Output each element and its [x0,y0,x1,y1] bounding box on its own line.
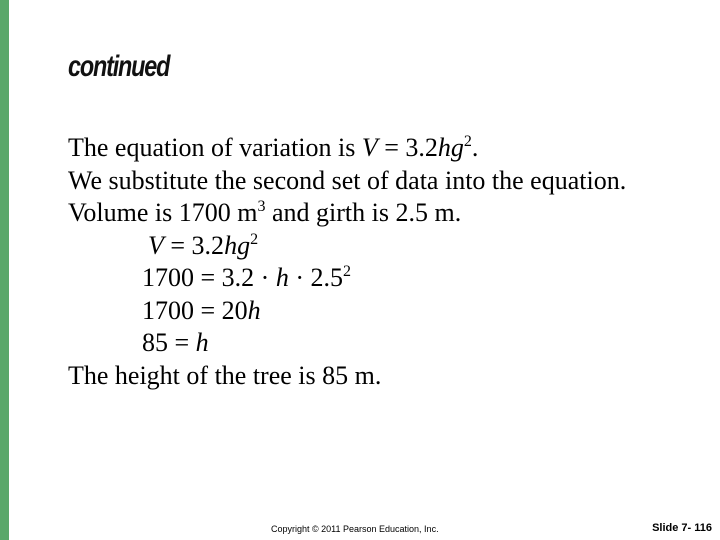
text: . [471,133,479,162]
copyright-notice: Copyright © 2011 Pearson Education, Inc. [271,524,439,534]
body-line-3 [68,197,626,230]
accent-bar [0,0,9,540]
body-line-2: We substitute the second set of data into the equation. [68,165,627,195]
text: = 3.2 [377,133,438,162]
slide-title: continued [68,50,170,83]
var-v: V [148,230,164,260]
exponent: 2 [343,263,351,280]
var-hg: hg [437,133,464,162]
var-hg: hg [224,230,251,260]
var-h: h [275,263,289,292]
text: Volume is 1700 m [68,198,258,227]
exponent: 2 [250,230,259,248]
text: · 2.5 [288,263,343,292]
slide-number: Slide 7- 116 [652,522,712,534]
body-line-conclusion: The height of the tree is 85 m. [68,360,382,390]
exponent: 2 [463,133,472,150]
equation-line-1 [68,230,626,263]
text: The equation of variation is [68,133,362,162]
equation-line-3 [68,295,626,328]
text: 85 = [142,328,196,357]
var-h: h [195,328,209,357]
text: 1700 = 3.2 · [142,263,276,292]
exponent: 3 [257,198,266,215]
var-v: V [361,133,378,162]
slide-body [68,132,626,392]
var-h: h [247,295,261,325]
text: and girth is 2.5 m. [265,198,462,227]
accent-bar-gap [9,0,15,540]
text: 1700 = 20 [142,295,248,325]
body-line-1 [68,132,626,165]
equation-line-2 [68,262,626,295]
equation-line-4 [68,327,626,360]
text: = 3.2 [163,230,225,260]
